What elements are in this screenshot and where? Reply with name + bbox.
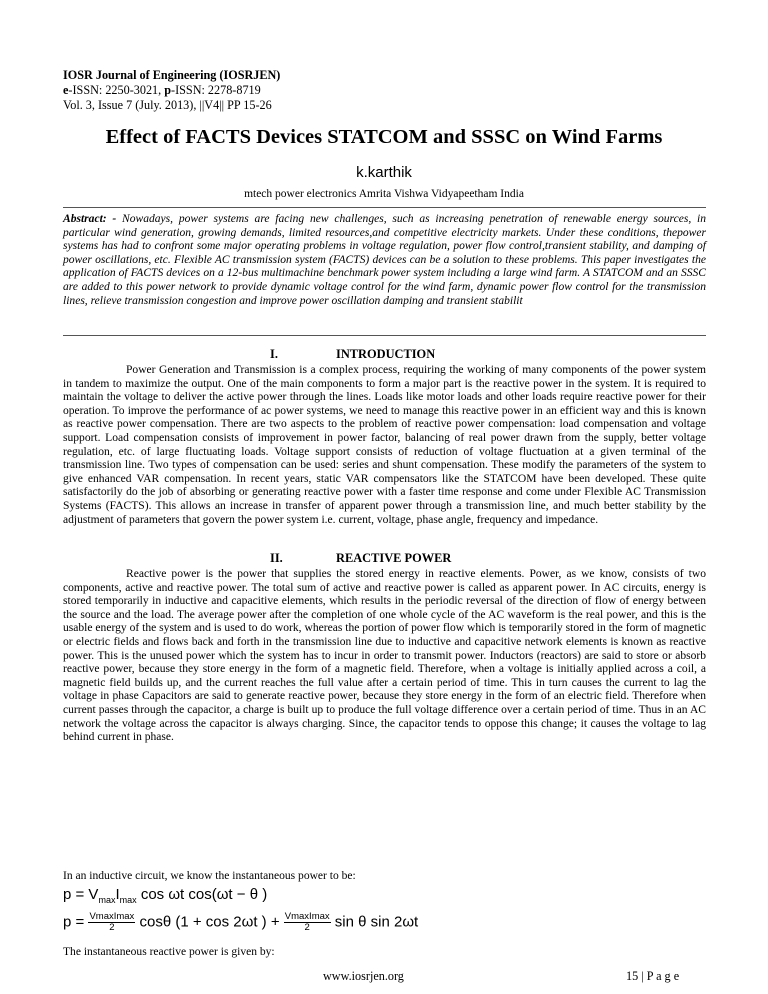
abstract-label: Abstract: -	[63, 213, 123, 225]
volume-line: Vol. 3, Issue 7 (July. 2013), ||V4|| PP 15-26	[63, 98, 272, 112]
equation-instantaneous-power: $p = V_{max}I_{max}$ cos ωt cos(ωt − θ )	[63, 886, 268, 905]
footer-url: www.iosrjen.org	[323, 969, 404, 983]
abstract	[63, 213, 706, 308]
fraction: $\frac{\text{VmaxImax}}{2}$	[284, 911, 330, 933]
abstract-bottom-rule	[63, 335, 706, 336]
section-number: II.	[270, 551, 283, 565]
paper-title: Effect of FACTS Devices STATCOM and SSSC on Wind Farms	[105, 126, 663, 148]
author-affiliation: mtech power electronics Amrita Vishwa Vidyapeetham India	[244, 188, 524, 200]
reactive-power-paragraph: Reactive power is the power that supplies the stored energy in reactive elements. Power, as we know, consists of two components, active and reactive power. The total sum of active and reactive power is called as apparent power. In AC circuits, energy is stored temporarily in inductive and capacitive elements, which results in the periodic reversal of the direction of flow of energy between the source and the load. The average power after the completion of one whole cycle of the AC waveform is the real power, and this is the usable energy of the system and is used to do work, whereas the portion of power flow which is temporarily stored in the form of magnetic or electric fields and flows back and forth in the transmission line due to inductive and capacitive network elements is known as reactive power. This is the unused power which the system has to incur in order to transmit power. Inductors (reactors) are said to store or absorb reactive power, because they store energy in the form of a magnetic field. Therefore, when a voltage is initially applied across a coil, a magnetic field builds up, and the current reaches the full value after a certain period of time. This in turn causes the current to lag the voltage in phase Capacitors are said to generate reactive power, because they store energy in the form of an electric field. Therefore when current passes through the capacitor, a charge is built up to produce the full voltage difference over a certain period of time. Thus in an AC network the voltage across the capacitor is always charging. Since, the capacitor tends to oppose this change; it causes the voltage to lag behind current in phase.	[63, 568, 706, 744]
introduction-paragraph: Power Generation and Transmission is a complex process, requiring the working of many components of the power system in tandem to maximize the output. One of the main components to form a major part is the reactive power in the system. It is required to maintain the voltage to deliver the active power through the lines. Loads like motor loads and other loads require reactive power for their operation. To improve the performance of ac power systems, we need to manage this reactive power in an efficient way and this is known as reactive power compensation. There are two aspects to the problem of reactive power compensation: load compensation and voltage support. Load compensation consists of improvement in power factor, balancing of real power drawn from the supply, better voltage regulation, etc. of large fluctuating loads. Voltage support consists of reduction of voltage fluctuation at a given terminal of the transmission line. Two types of compensation can be used: series and shunt compensation. These modify the parameters of the system to give enhanced VAR compensation. In recent years, static VAR compensators like the STATCOM have been developed. These quite satisfactorily do the job of absorbing or generating reactive power with a faster time response and come under Flexible AC Transmission Systems (FACTS). This allows an increase in transfer of apparent power through a transmission line, and much better stability by the adjustment of parameters that govern the power system i.e. current, voltage, phase angle, frequency and impedance.	[63, 364, 706, 526]
reactive-power-intro: The instantaneous reactive power is given by:	[63, 946, 275, 958]
section-title: INTRODUCTION	[336, 347, 436, 361]
journal-header	[63, 68, 280, 113]
section-title: REACTIVE POWER	[336, 551, 452, 565]
abstract-top-rule	[63, 207, 706, 208]
inductive-circuit-intro: In an inductive circuit, we know the instantaneous power to be:	[63, 870, 356, 882]
fraction: $\frac{\text{VmaxImax}}{2}$	[89, 911, 135, 933]
section-number: I.	[270, 347, 278, 361]
issn-line: e-ISSN: 2250-3021, p-ISSN: 2278-8719	[63, 83, 261, 97]
author-name: k.karthik	[356, 164, 412, 181]
equation-expanded-power: p = $\frac{\text{VmaxImax}}{2}$ cosθ (1 + cos 2ωt ) + $\frac{\text{VmaxImax}}{2}$ sin θ sin 2ωt	[63, 911, 419, 933]
page-number: 15 | P a g e	[626, 969, 680, 983]
journal-name: IOSR Journal of Engineering (IOSRJEN)	[63, 68, 281, 82]
abstract-text: Nowadays, power systems are facing new challenges, such as increasing penetration of renewable energy sources, in particular wind generation, growing demands, limited resources,and competitive electricity markets. Under these conditions, thepower systems has had to confront some major operating problems in voltage regulation, power flow control,transient stability, and damping of power oscillations, etc. Flexible AC transmission system (FACTS) devices can be a solution to these problems. This paper investigates the application of FACTS devices on a 12-bus multimachine benchmark power system including a large wind farm. A STATCOM and an SSSC are added to this power network to provide dynamic voltage control for the wind farm, dynamic power flow control for the transmission lines, relieve transmission congestion and improve power oscillation damping and transient stabilit	[63, 213, 706, 307]
